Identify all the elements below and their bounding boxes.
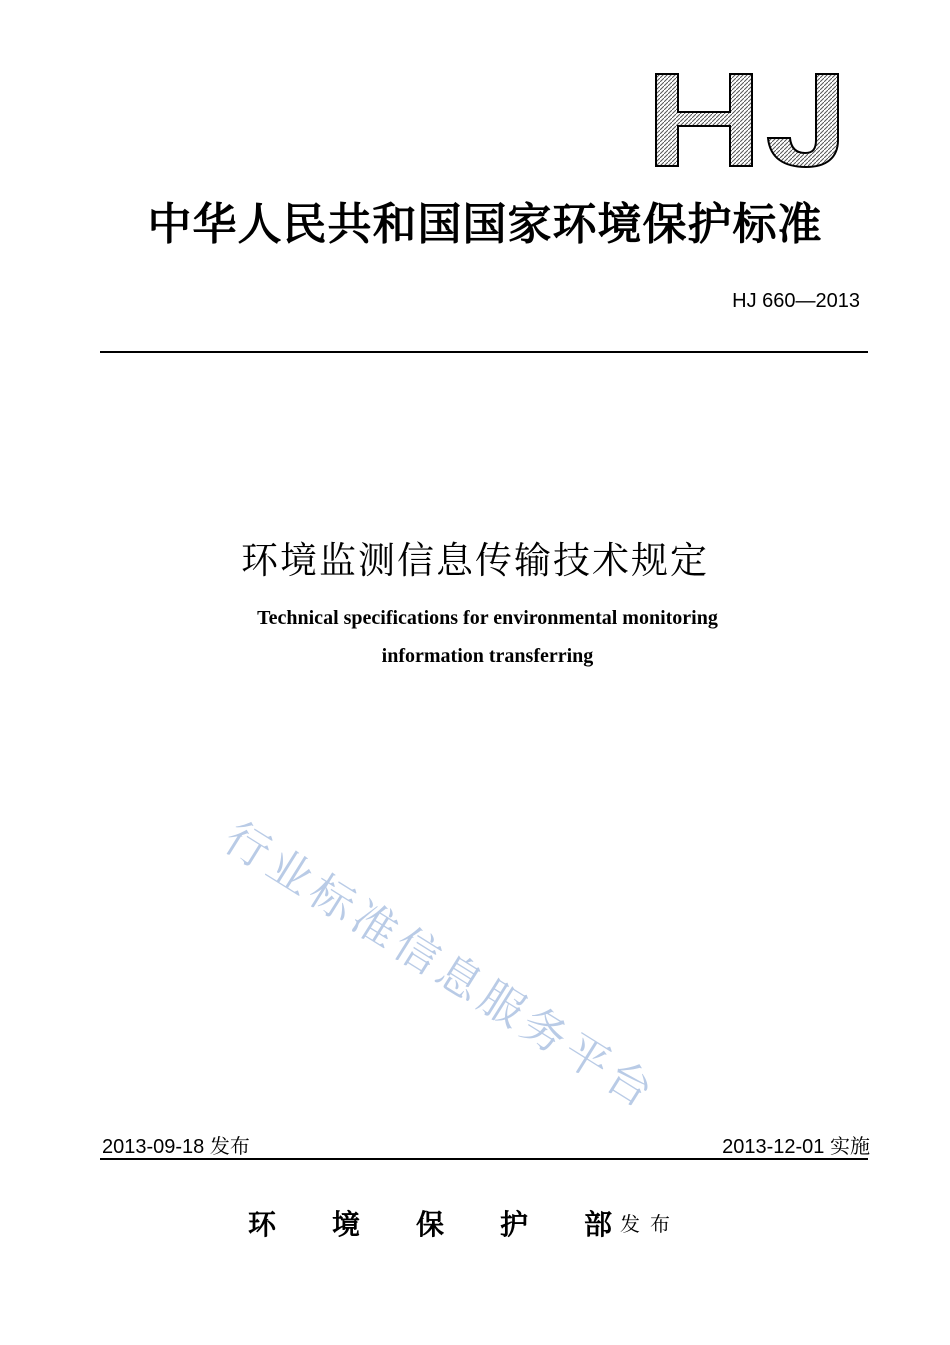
hj-logo	[648, 66, 848, 174]
issuer-char: 境	[332, 1208, 361, 1241]
issuer-char: 保	[416, 1208, 445, 1241]
publish-date: 2013-09-18 发布	[102, 1136, 250, 1158]
implement-date: 2013-12-01 实施	[722, 1136, 870, 1158]
issuing-authority	[248, 1203, 680, 1243]
issuer-char: 部	[584, 1208, 613, 1241]
document-title-en-line2: information transferring	[381, 645, 594, 667]
issuer-suffix: 发布	[620, 1212, 681, 1236]
document-title-cn: 环境监测信息传输技术规定	[241, 539, 709, 582]
standard-series-title: 中华人民共和国国家环境保护标准	[147, 199, 823, 250]
watermark: 行业标准信息服务平台	[215, 812, 667, 1121]
footer-divider	[100, 1158, 868, 1160]
logo-letter-j	[768, 74, 838, 167]
document-title-en-line1: Technical specifications for environmental monitoring	[257, 607, 718, 629]
header-divider	[100, 351, 868, 353]
logo-letter-h	[656, 74, 752, 166]
issuer-char: 护	[500, 1208, 529, 1241]
standard-code: HJ 660—2013	[732, 290, 860, 312]
issuer-char: 环	[248, 1208, 277, 1241]
